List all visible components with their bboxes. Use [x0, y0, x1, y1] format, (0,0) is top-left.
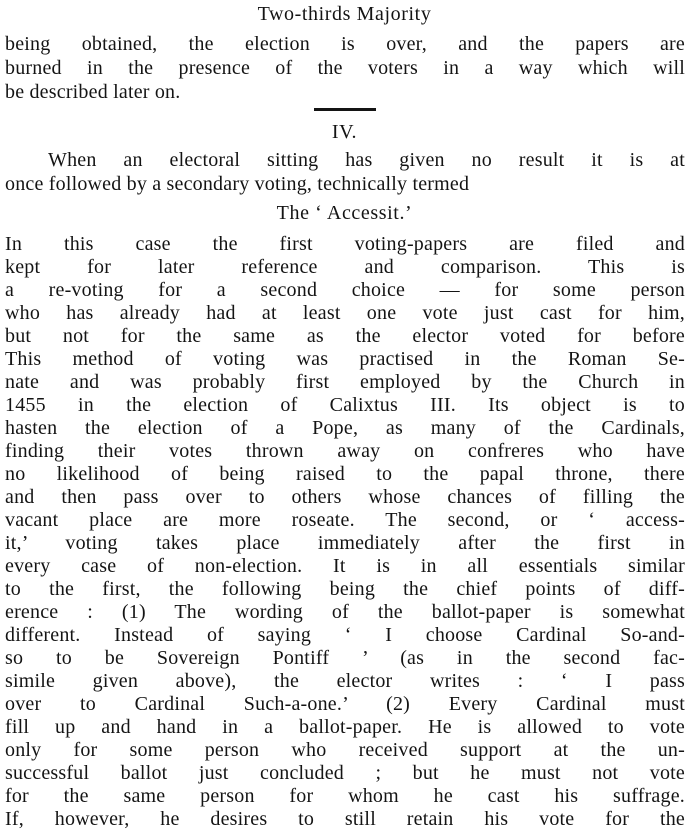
text-line: to the first, the following being the chief points of diff- — [5, 578, 685, 600]
text-line: erence : (1) The wording of the ballot-paper is somewhat — [5, 601, 685, 623]
text-line: vacant place are more roseate. The second, or ‘ access- — [5, 509, 685, 531]
text-line: so to be Sovereign Pontiff ’ (as in the second fac- — [5, 647, 685, 669]
text-line: When an electoral sitting has given no result it is at — [48, 149, 685, 171]
text-line: being obtained, the election is over, and the papers are — [5, 33, 685, 55]
text-line: If, however, he desires to still retain his vote for the — [5, 808, 685, 830]
text-line: finding their votes thrown away on confreres who have — [5, 440, 685, 462]
text-line: hasten the election of a Pope, as many of the Cardinals, — [5, 417, 685, 439]
text-line: different. Instead of saying ‘ I choose Cardinal So-and- — [5, 624, 685, 646]
text-line: In this case the first voting-papers are filed and — [5, 233, 685, 255]
text-line: every case of non-election. It is in all essentials similar — [5, 555, 685, 577]
section-heading: The ‘ Accessit.’ — [276, 202, 413, 224]
text-line: 1455 in the election of Calixtus III. Its object is to — [5, 394, 685, 416]
text-line: for the same person for whom he cast his suffrage. — [5, 785, 685, 807]
text-line: This method of voting was practised in the Roman Se- — [5, 348, 685, 370]
text-line: burned in the presence of the voters in a way which will — [5, 57, 685, 79]
text-line: and then pass over to others whose chances of filling the — [5, 486, 685, 508]
section-divider — [314, 108, 376, 111]
text-line: fill up and hand in a ballot-paper. He is allowed to vote — [5, 716, 685, 738]
running-heading: Two-thirds Majority — [257, 3, 432, 25]
section-number: IV. — [331, 121, 358, 143]
text-line: simile given above), the elector writes : ‘ I pass — [5, 670, 685, 692]
text-line: no likelihood of being raised to the papal throne, there — [5, 463, 685, 485]
text-line: once followed by a secondary voting, technically termed — [5, 173, 470, 195]
text-line: but not for the same as the elector voted for before — [5, 325, 685, 347]
text-line: kept for later reference and comparison. This is — [5, 256, 685, 278]
text-line: it,’ voting takes place immediately after the first in — [5, 532, 685, 554]
text-line: who has already had at least one vote just cast for him, — [5, 302, 685, 324]
text-line: over to Cardinal Such-a-one.’ (2) Every Cardinal must — [5, 693, 685, 715]
text-line: nate and was probably first employed by the Church in — [5, 371, 685, 393]
text-line: only for some person who received support at the un- — [5, 739, 685, 761]
text-line: be described later on. — [5, 81, 181, 103]
text-line: successful ballot just concluded ; but he must not vote — [5, 762, 685, 784]
text-line: a re-voting for a second choice — for some person — [5, 279, 685, 301]
